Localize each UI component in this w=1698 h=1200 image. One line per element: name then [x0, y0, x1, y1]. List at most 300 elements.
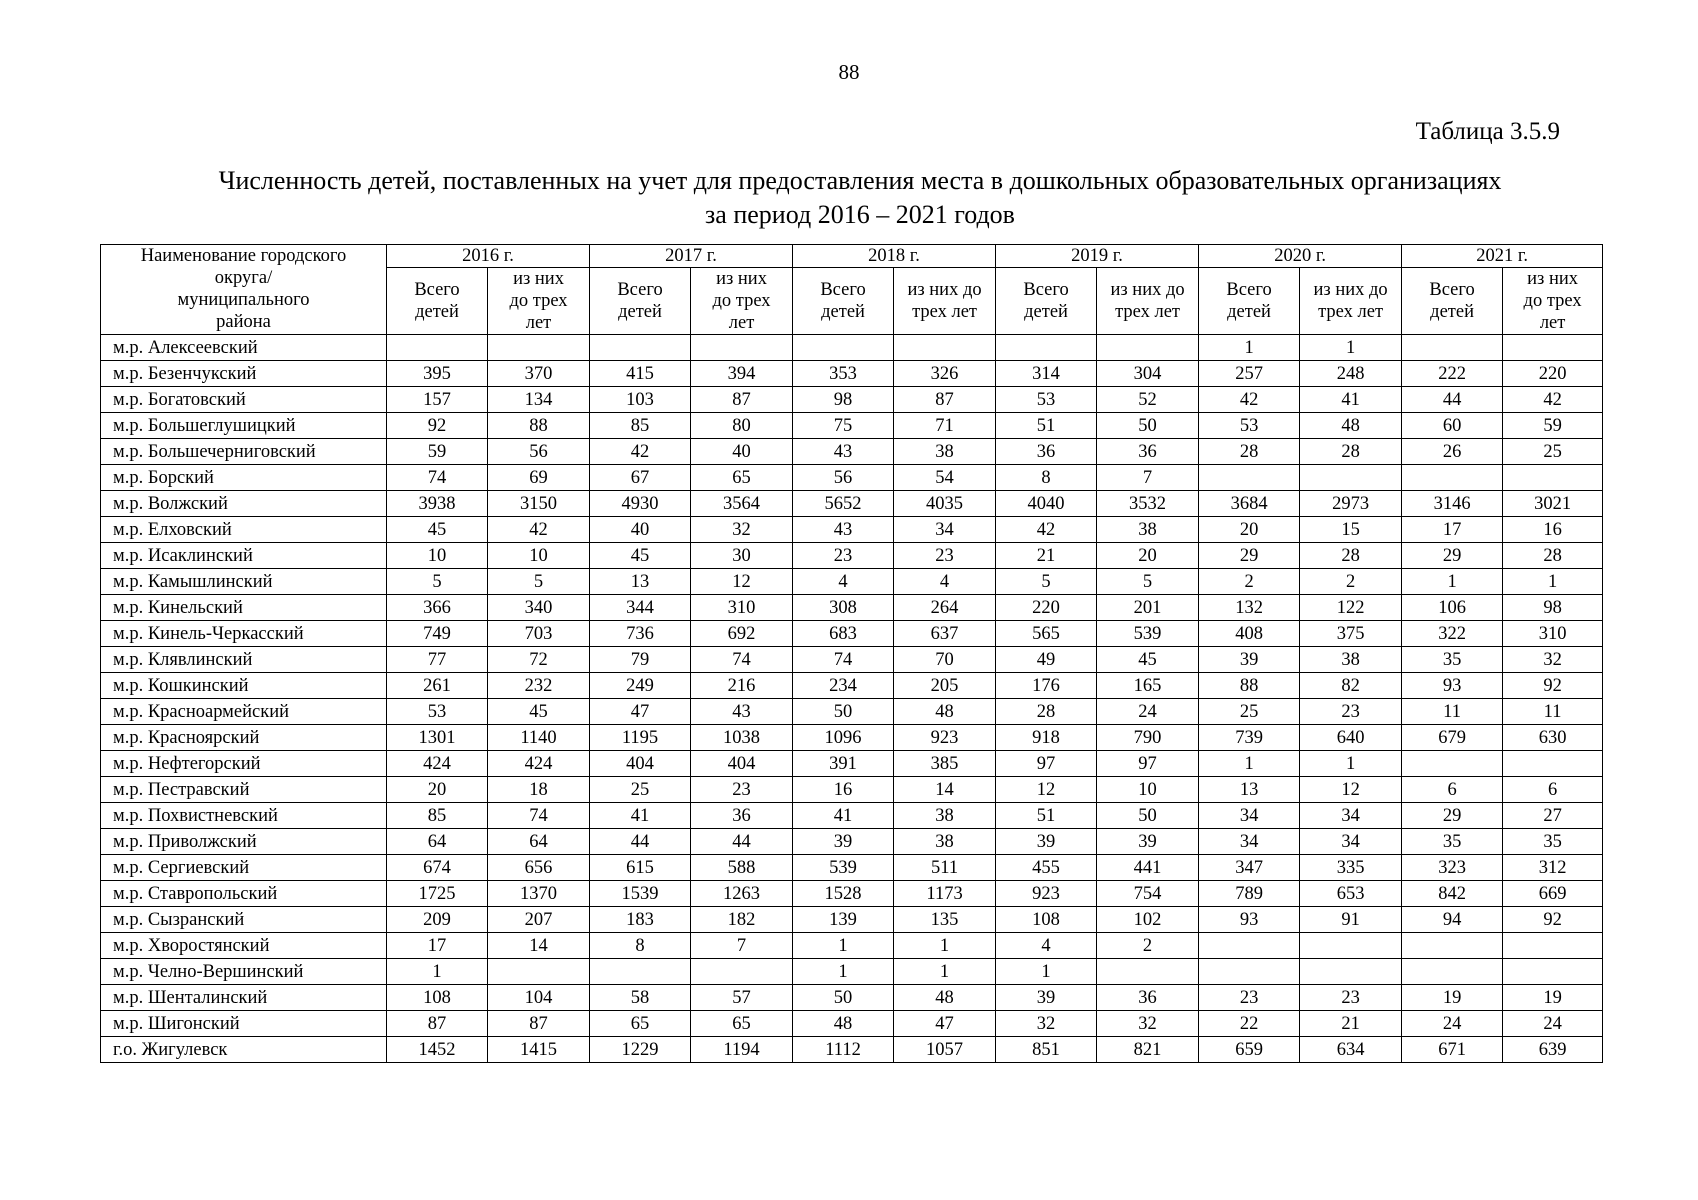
value-cell: 821	[1097, 1037, 1199, 1063]
table-row	[101, 959, 1603, 985]
value-cell: 13	[590, 569, 691, 595]
value-cell: 28	[996, 699, 1097, 725]
value-cell: 22	[1199, 1011, 1300, 1037]
value-cell: 108	[996, 907, 1097, 933]
value-cell: 234	[793, 673, 894, 699]
value-cell: 207	[488, 907, 590, 933]
value-cell: 656	[488, 855, 590, 881]
value-cell: 539	[793, 855, 894, 881]
district-name: м.р. Камышлинский	[101, 569, 387, 595]
value-cell: 679	[1402, 725, 1503, 751]
value-cell: 65	[590, 1011, 691, 1037]
district-name: м.р. Нефтегорский	[101, 751, 387, 777]
value-cell: 1	[793, 959, 894, 985]
value-cell: 1415	[488, 1037, 590, 1063]
value-cell: 842	[1402, 881, 1503, 907]
under-three-header: из них до трех лет	[488, 268, 590, 335]
district-name: м.р. Похвистневский	[101, 803, 387, 829]
district-name: м.р. Богатовский	[101, 387, 387, 413]
title-line-2: за период 2016 – 2021 годов	[705, 200, 1015, 229]
value-cell: 10	[387, 543, 488, 569]
value-cell: 1	[1300, 335, 1402, 361]
district-name: м.р. Приволжский	[101, 829, 387, 855]
value-cell: 35	[1503, 829, 1603, 855]
value-cell: 108	[387, 985, 488, 1011]
value-cell: 28	[1199, 439, 1300, 465]
value-cell: 39	[793, 829, 894, 855]
value-cell	[1503, 335, 1603, 361]
value-cell: 39	[996, 985, 1097, 1011]
table-row	[101, 465, 1603, 491]
value-cell: 25	[1199, 699, 1300, 725]
total-children-header: Всего детей	[387, 268, 488, 335]
value-cell: 11	[1402, 699, 1503, 725]
value-cell: 1	[1402, 569, 1503, 595]
value-cell: 38	[1097, 517, 1199, 543]
value-cell: 38	[894, 439, 996, 465]
value-cell	[1402, 959, 1503, 985]
value-cell: 106	[1402, 595, 1503, 621]
value-cell: 39	[1199, 647, 1300, 673]
value-cell: 7	[691, 933, 793, 959]
table-row	[101, 439, 1603, 465]
value-cell: 48	[894, 699, 996, 725]
district-name: м.р. Сызранский	[101, 907, 387, 933]
title-line-1: Численность детей, поставленных на учет для предоставления места в дошкольных образовательных организациях	[218, 166, 1502, 195]
value-cell: 97	[996, 751, 1097, 777]
table-row	[101, 569, 1603, 595]
value-cell	[793, 335, 894, 361]
value-cell: 1539	[590, 881, 691, 907]
value-cell: 3150	[488, 491, 590, 517]
year-header: 2016 г.	[387, 245, 590, 268]
table-row	[101, 751, 1603, 777]
value-cell: 4040	[996, 491, 1097, 517]
value-cell: 157	[387, 387, 488, 413]
value-cell: 74	[488, 803, 590, 829]
value-cell	[996, 335, 1097, 361]
table-row	[101, 491, 1603, 517]
value-cell: 88	[488, 413, 590, 439]
value-cell: 615	[590, 855, 691, 881]
table-row	[101, 543, 1603, 569]
value-cell: 43	[691, 699, 793, 725]
value-cell: 53	[387, 699, 488, 725]
value-cell: 52	[1097, 387, 1199, 413]
value-cell: 182	[691, 907, 793, 933]
value-cell: 82	[1300, 673, 1402, 699]
value-cell: 659	[1199, 1037, 1300, 1063]
value-cell: 56	[488, 439, 590, 465]
value-cell: 135	[894, 907, 996, 933]
value-cell: 34	[1199, 803, 1300, 829]
value-cell: 34	[1300, 803, 1402, 829]
value-cell: 24	[1503, 1011, 1603, 1037]
district-name: м.р. Кинельский	[101, 595, 387, 621]
value-cell: 34	[1300, 829, 1402, 855]
value-cell	[1199, 959, 1300, 985]
value-cell: 1263	[691, 881, 793, 907]
value-cell: 2	[1300, 569, 1402, 595]
value-cell: 16	[793, 777, 894, 803]
under-three-header: из них до трех лет	[691, 268, 793, 335]
value-cell	[691, 959, 793, 985]
value-cell: 205	[894, 673, 996, 699]
value-cell: 183	[590, 907, 691, 933]
value-cell: 408	[1199, 621, 1300, 647]
value-cell: 139	[793, 907, 894, 933]
year-header: 2019 г.	[996, 245, 1199, 268]
value-cell: 335	[1300, 855, 1402, 881]
under-three-header: из них до трех лет	[1097, 268, 1199, 335]
district-name: м.р. Челно-Вершинский	[101, 959, 387, 985]
value-cell: 1173	[894, 881, 996, 907]
value-cell: 683	[793, 621, 894, 647]
value-cell: 40	[590, 517, 691, 543]
value-cell: 404	[590, 751, 691, 777]
value-cell: 24	[1097, 699, 1199, 725]
value-cell: 16	[1503, 517, 1603, 543]
value-cell: 1	[387, 959, 488, 985]
district-name: м.р. Хворостянский	[101, 933, 387, 959]
district-name: м.р. Алексеевский	[101, 335, 387, 361]
table-row	[101, 777, 1603, 803]
value-cell: 74	[691, 647, 793, 673]
value-cell: 1038	[691, 725, 793, 751]
value-cell: 2	[1199, 569, 1300, 595]
value-cell: 7	[1097, 465, 1199, 491]
total-children-header: Всего детей	[1402, 268, 1503, 335]
value-cell: 38	[894, 829, 996, 855]
value-cell: 24	[1402, 1011, 1503, 1037]
value-cell: 87	[691, 387, 793, 413]
value-cell: 19	[1402, 985, 1503, 1011]
value-cell: 17	[1402, 517, 1503, 543]
value-cell: 257	[1199, 361, 1300, 387]
value-cell: 10	[488, 543, 590, 569]
district-name: м.р. Кошкинский	[101, 673, 387, 699]
table-row	[101, 595, 1603, 621]
value-cell: 19	[1503, 985, 1603, 1011]
value-cell: 671	[1402, 1037, 1503, 1063]
district-name: м.р. Красноармейский	[101, 699, 387, 725]
value-cell: 45	[590, 543, 691, 569]
value-cell: 58	[590, 985, 691, 1011]
total-children-header: Всего детей	[1199, 268, 1300, 335]
value-cell: 85	[590, 413, 691, 439]
value-cell: 27	[1503, 803, 1603, 829]
value-cell: 57	[691, 985, 793, 1011]
value-cell: 391	[793, 751, 894, 777]
value-cell: 789	[1199, 881, 1300, 907]
value-cell: 310	[691, 595, 793, 621]
value-cell: 26	[1402, 439, 1503, 465]
value-cell: 5	[488, 569, 590, 595]
value-cell: 36	[1097, 985, 1199, 1011]
value-cell: 11	[1503, 699, 1603, 725]
district-name: м.р. Шигонский	[101, 1011, 387, 1037]
value-cell: 42	[488, 517, 590, 543]
value-cell: 1	[1300, 751, 1402, 777]
value-cell: 21	[1300, 1011, 1402, 1037]
value-cell: 85	[387, 803, 488, 829]
value-cell: 14	[488, 933, 590, 959]
value-cell	[387, 335, 488, 361]
value-cell: 165	[1097, 673, 1199, 699]
value-cell: 75	[793, 413, 894, 439]
value-cell: 1	[793, 933, 894, 959]
value-cell: 17	[387, 933, 488, 959]
table-row	[101, 855, 1603, 881]
district-name: м.р. Красноярский	[101, 725, 387, 751]
value-cell: 12	[996, 777, 1097, 803]
value-cell: 92	[1503, 673, 1603, 699]
value-cell: 132	[1199, 595, 1300, 621]
value-cell: 653	[1300, 881, 1402, 907]
value-cell: 703	[488, 621, 590, 647]
value-cell: 28	[1300, 439, 1402, 465]
value-cell: 42	[1199, 387, 1300, 413]
value-cell: 851	[996, 1037, 1097, 1063]
value-cell: 18	[488, 777, 590, 803]
value-cell	[1503, 751, 1603, 777]
value-cell: 674	[387, 855, 488, 881]
value-cell: 23	[793, 543, 894, 569]
value-cell: 739	[1199, 725, 1300, 751]
page-number: 88	[838, 60, 860, 84]
value-cell: 88	[1199, 673, 1300, 699]
value-cell: 92	[1503, 907, 1603, 933]
value-cell: 44	[1402, 387, 1503, 413]
value-cell: 42	[996, 517, 1097, 543]
value-cell: 30	[691, 543, 793, 569]
total-children-header: Всего детей	[996, 268, 1097, 335]
district-name: м.р. Ставропольский	[101, 881, 387, 907]
value-cell: 35	[1402, 829, 1503, 855]
value-cell: 36	[691, 803, 793, 829]
value-cell: 98	[793, 387, 894, 413]
district-name: м.р. Безенчукский	[101, 361, 387, 387]
value-cell: 1	[996, 959, 1097, 985]
value-cell: 53	[1199, 413, 1300, 439]
value-cell: 13	[1199, 777, 1300, 803]
value-cell: 94	[1402, 907, 1503, 933]
table-row	[101, 803, 1603, 829]
value-cell: 366	[387, 595, 488, 621]
value-cell	[1097, 959, 1199, 985]
value-cell: 51	[996, 413, 1097, 439]
value-cell: 264	[894, 595, 996, 621]
value-cell	[1503, 933, 1603, 959]
value-cell: 122	[1300, 595, 1402, 621]
value-cell: 80	[691, 413, 793, 439]
value-cell: 455	[996, 855, 1097, 881]
value-cell: 347	[1199, 855, 1300, 881]
total-children-header: Всего детей	[590, 268, 691, 335]
under-three-header: из них до трех лет	[1503, 268, 1603, 335]
value-cell: 4930	[590, 491, 691, 517]
value-cell: 304	[1097, 361, 1199, 387]
value-cell	[1300, 933, 1402, 959]
table-row	[101, 699, 1603, 725]
value-cell: 36	[1097, 439, 1199, 465]
value-cell: 36	[996, 439, 1097, 465]
value-cell: 50	[793, 699, 894, 725]
value-cell: 588	[691, 855, 793, 881]
value-cell: 248	[1300, 361, 1402, 387]
value-cell: 25	[1503, 439, 1603, 465]
value-cell: 1096	[793, 725, 894, 751]
value-cell	[1402, 465, 1503, 491]
value-cell: 1	[894, 959, 996, 985]
value-cell	[691, 335, 793, 361]
value-cell: 8	[996, 465, 1097, 491]
value-cell: 59	[387, 439, 488, 465]
value-cell: 261	[387, 673, 488, 699]
value-cell: 39	[996, 829, 1097, 855]
value-cell: 201	[1097, 595, 1199, 621]
value-cell: 59	[1503, 413, 1603, 439]
value-cell	[590, 959, 691, 985]
value-cell: 50	[793, 985, 894, 1011]
value-cell	[1402, 335, 1503, 361]
value-cell: 34	[894, 517, 996, 543]
value-cell: 6	[1402, 777, 1503, 803]
value-cell: 48	[894, 985, 996, 1011]
value-cell: 4	[793, 569, 894, 595]
value-cell: 47	[894, 1011, 996, 1037]
value-cell: 32	[996, 1011, 1097, 1037]
year-header: 2017 г.	[590, 245, 793, 268]
data-table	[100, 244, 1603, 1063]
district-name: м.р. Шенталинский	[101, 985, 387, 1011]
value-cell: 56	[793, 465, 894, 491]
value-cell: 48	[1300, 413, 1402, 439]
district-name: м.р. Кинель-Черкасский	[101, 621, 387, 647]
value-cell: 28	[1300, 543, 1402, 569]
value-cell: 5	[387, 569, 488, 595]
value-cell: 134	[488, 387, 590, 413]
value-cell: 79	[590, 647, 691, 673]
value-cell: 87	[488, 1011, 590, 1037]
value-cell: 70	[894, 647, 996, 673]
value-cell: 1	[894, 933, 996, 959]
district-name: м.р. Сергиевский	[101, 855, 387, 881]
value-cell: 3532	[1097, 491, 1199, 517]
table-row	[101, 387, 1603, 413]
year-header: 2020 г.	[1199, 245, 1402, 268]
value-cell: 2973	[1300, 491, 1402, 517]
value-cell: 104	[488, 985, 590, 1011]
value-cell	[1199, 465, 1300, 491]
year-header: 2018 г.	[793, 245, 996, 268]
value-cell: 67	[590, 465, 691, 491]
value-cell: 395	[387, 361, 488, 387]
value-cell: 415	[590, 361, 691, 387]
district-name: м.р. Волжский	[101, 491, 387, 517]
district-name: м.р. Клявлинский	[101, 647, 387, 673]
table-row	[101, 1037, 1603, 1063]
value-cell: 50	[1097, 803, 1199, 829]
value-cell: 10	[1097, 777, 1199, 803]
value-cell: 754	[1097, 881, 1199, 907]
value-cell: 344	[590, 595, 691, 621]
value-cell: 630	[1503, 725, 1603, 751]
value-cell: 370	[488, 361, 590, 387]
value-cell: 74	[387, 465, 488, 491]
value-cell: 1195	[590, 725, 691, 751]
value-cell: 3564	[691, 491, 793, 517]
value-cell: 64	[387, 829, 488, 855]
value-cell: 45	[488, 699, 590, 725]
value-cell	[894, 335, 996, 361]
district-name: м.р. Борский	[101, 465, 387, 491]
value-cell: 40	[691, 439, 793, 465]
value-cell: 43	[793, 439, 894, 465]
value-cell: 91	[1300, 907, 1402, 933]
value-cell: 539	[1097, 621, 1199, 647]
value-cell: 23	[1199, 985, 1300, 1011]
value-cell: 4	[894, 569, 996, 595]
value-cell: 375	[1300, 621, 1402, 647]
value-cell: 8	[590, 933, 691, 959]
value-cell: 176	[996, 673, 1097, 699]
value-cell: 1	[1199, 751, 1300, 777]
district-name: м.р. Елховский	[101, 517, 387, 543]
value-cell: 15	[1300, 517, 1402, 543]
value-cell: 93	[1199, 907, 1300, 933]
under-three-header: из них до трех лет	[894, 268, 996, 335]
value-cell: 29	[1199, 543, 1300, 569]
value-cell: 98	[1503, 595, 1603, 621]
value-cell: 23	[691, 777, 793, 803]
value-cell: 32	[1503, 647, 1603, 673]
value-cell: 322	[1402, 621, 1503, 647]
value-cell: 923	[894, 725, 996, 751]
value-cell: 312	[1503, 855, 1603, 881]
value-cell: 323	[1402, 855, 1503, 881]
value-cell: 45	[387, 517, 488, 543]
value-cell: 232	[488, 673, 590, 699]
value-cell: 77	[387, 647, 488, 673]
value-cell: 736	[590, 621, 691, 647]
value-cell: 38	[1300, 647, 1402, 673]
value-cell: 32	[1097, 1011, 1199, 1037]
table-label: Таблица 3.5.9	[1415, 118, 1560, 145]
table-row	[101, 335, 1603, 361]
value-cell	[1199, 933, 1300, 959]
table-row	[101, 517, 1603, 543]
value-cell: 314	[996, 361, 1097, 387]
value-cell	[590, 335, 691, 361]
value-cell: 71	[894, 413, 996, 439]
value-cell: 29	[1402, 803, 1503, 829]
value-cell: 69	[488, 465, 590, 491]
value-cell	[1402, 751, 1503, 777]
table-row	[101, 621, 1603, 647]
value-cell: 1452	[387, 1037, 488, 1063]
name-column-header: Наименование городского округа/ муниципального района	[101, 245, 387, 335]
value-cell: 310	[1503, 621, 1603, 647]
value-cell: 93	[1402, 673, 1503, 699]
value-cell: 639	[1503, 1037, 1603, 1063]
table-row	[101, 413, 1603, 439]
value-cell: 1301	[387, 725, 488, 751]
value-cell: 97	[1097, 751, 1199, 777]
value-cell: 222	[1402, 361, 1503, 387]
value-cell: 102	[1097, 907, 1199, 933]
value-cell: 326	[894, 361, 996, 387]
